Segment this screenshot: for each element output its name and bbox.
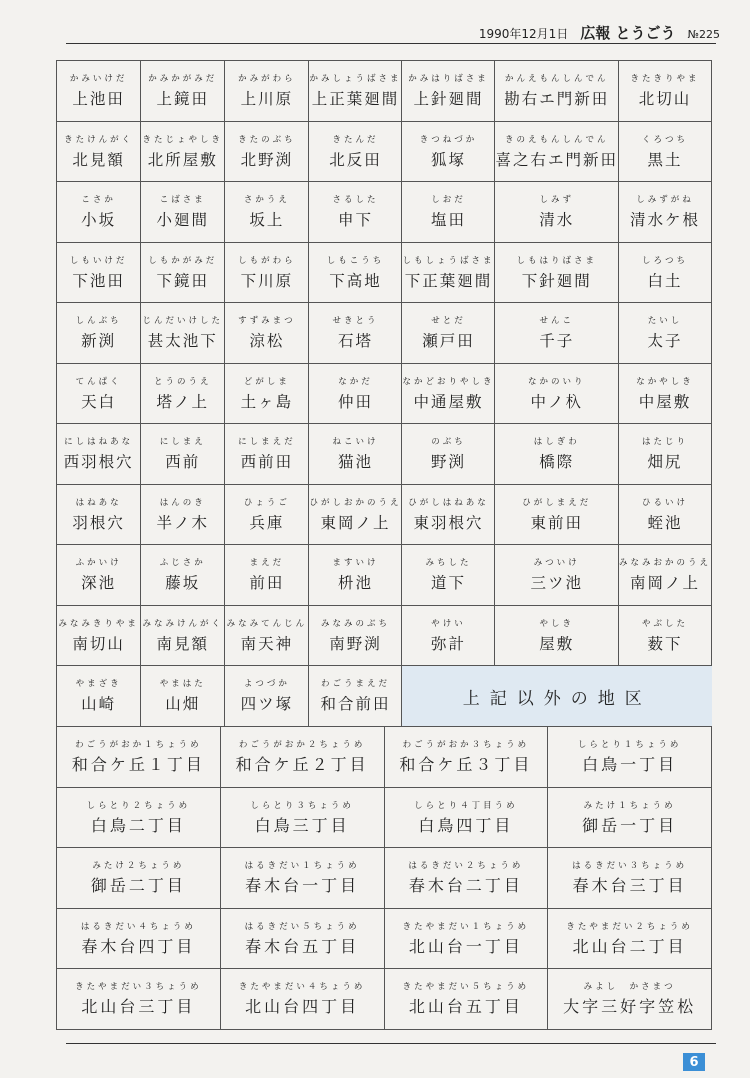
district-cell [225, 182, 309, 243]
district-cell [225, 485, 309, 546]
district-name: 春木台三丁目 [572, 876, 687, 896]
district-reading: せんこ [539, 316, 574, 327]
district-reading: はしぎわ [533, 437, 580, 448]
district-cell [225, 243, 309, 304]
district-name: 御岳一丁目 [582, 815, 678, 835]
district-name: 塔ノ上 [156, 392, 209, 411]
district-cell [225, 424, 309, 485]
district-cell [385, 727, 549, 788]
district-name: 四ツ塚 [240, 695, 294, 714]
district-reading: しろつち [642, 255, 688, 266]
district-cell [548, 969, 712, 1030]
district-reading: せきとう [332, 316, 379, 327]
district-reading: しみずがね [636, 195, 694, 206]
district-cell [57, 485, 141, 546]
district-reading: やしき [539, 618, 574, 629]
page-header [479, 22, 720, 43]
district-cell [57, 122, 141, 183]
district-name: 仲田 [337, 392, 373, 411]
district-name: 千子 [539, 332, 575, 351]
district-cell [402, 424, 495, 485]
district-cell [57, 182, 141, 243]
district-cell [141, 122, 225, 183]
district-cell [225, 606, 309, 667]
district-name: 北山台一丁目 [408, 936, 523, 956]
district-reading: きたんだ [332, 134, 379, 145]
district-reading: しらとり４丁目うめ [414, 800, 518, 811]
district-name: 三ツ池 [530, 574, 583, 593]
district-name: 南切山 [72, 634, 125, 653]
district-reading: はるきだい２ちょうめ [408, 861, 524, 872]
district-name: 蛭池 [647, 513, 683, 532]
district-reading: ひるいけ [641, 497, 688, 508]
issue-number: №225 [687, 28, 720, 41]
district-cell [225, 666, 309, 727]
district-reading: はるきだい３ちょうめ [572, 861, 688, 872]
district-reading: みよし かさまつ [583, 982, 676, 993]
district-name: 申下 [337, 211, 373, 230]
district-name: 猫池 [337, 453, 373, 472]
district-name: 北山台二丁目 [572, 936, 687, 956]
district-cell [141, 424, 225, 485]
district-cell [619, 424, 712, 485]
district-cell [57, 364, 141, 425]
district-reading: どがしま [243, 376, 290, 387]
district-name: 前田 [249, 574, 285, 593]
district-name: 春木台一丁目 [245, 876, 360, 896]
district-cell [309, 243, 402, 304]
district-reading: わごうまえだ [320, 679, 390, 690]
district-cell [309, 424, 402, 485]
district-cell [225, 61, 309, 122]
district-cell [309, 303, 402, 364]
district-name: 西前 [165, 453, 201, 472]
district-name: 瀬戸田 [422, 332, 475, 351]
district-name: 北所屋敷 [147, 150, 218, 169]
district-reading: はるきだい５ちょうめ [244, 921, 360, 932]
district-name: 勘右エ門新田 [504, 90, 610, 109]
district-cell [309, 182, 402, 243]
district-reading: ますいけ [332, 558, 379, 569]
district-reading: よつづか [243, 679, 290, 690]
district-cell [221, 727, 385, 788]
district-name: 上川原 [240, 90, 294, 109]
district-reading: はねあな [75, 497, 122, 508]
district-cell [225, 303, 309, 364]
district-reading: にしはねあな [64, 437, 134, 448]
district-reading: みなみのぶち [320, 618, 390, 629]
district-name: 南天神 [240, 634, 294, 653]
district-reading: やまざき [75, 679, 122, 690]
district-reading: きつねづか [419, 134, 478, 145]
district-name: 和合ケ丘１丁目 [71, 755, 205, 775]
district-cell [57, 909, 221, 970]
district-name: 中ノ杁 [530, 392, 583, 411]
district-cell [221, 909, 385, 970]
district-cell [141, 545, 225, 606]
district-cell [548, 848, 712, 909]
district-reading: みたけ２ちょうめ [92, 861, 185, 872]
district-cell [402, 545, 495, 606]
district-name: 橋際 [539, 453, 575, 472]
district-cell [402, 606, 495, 667]
district-reading: かみがわら [238, 74, 296, 85]
district-name: 屋敷 [539, 634, 575, 653]
district-name: 東岡ノ上 [320, 513, 391, 532]
district-cell [402, 61, 495, 122]
district-name: 山崎 [81, 695, 117, 714]
district-name: 中屋敷 [638, 392, 692, 411]
district-name: 春木台二丁目 [408, 876, 523, 896]
district-reading: きたのぶち [238, 134, 296, 145]
district-cell [385, 788, 549, 849]
district-cell [548, 788, 712, 849]
bottom-rule [66, 1043, 716, 1044]
district-reading: のぶち [431, 437, 466, 448]
district-reading: ふじさか [159, 558, 206, 569]
district-name: 弥計 [430, 634, 466, 653]
district-reading: はたじり [641, 437, 688, 448]
district-reading: しもこうち [326, 255, 385, 266]
district-cell [57, 61, 141, 122]
district-cell [495, 606, 619, 667]
district-reading: ふかいけ [75, 558, 122, 569]
district-reading: なかどおりやしき [402, 376, 495, 387]
district-cell [57, 545, 141, 606]
district-reading: かみいけだ [69, 74, 128, 85]
district-name: 白鳥三丁目 [254, 815, 350, 835]
district-reading: さかうえ [243, 195, 290, 206]
district-name: 清水 [539, 211, 575, 230]
district-reading: なかやしき [636, 376, 694, 387]
district-cell [495, 485, 619, 546]
district-reading: みたけ１ちょうめ [583, 800, 676, 811]
district-cell [309, 364, 402, 425]
district-cell [619, 303, 712, 364]
district-name: 涼松 [249, 332, 285, 351]
district-reading: しもはりばさま [516, 255, 597, 266]
district-name: 半ノ木 [156, 513, 209, 532]
district-reading: かみかがみだ [148, 74, 218, 85]
district-cell [495, 122, 619, 183]
district-cell [495, 303, 619, 364]
district-cell [141, 61, 225, 122]
district-cell [225, 122, 309, 183]
district-cell [495, 424, 619, 485]
district-cell [141, 243, 225, 304]
district-reading: やけい [431, 618, 466, 629]
district-name: 新渕 [81, 332, 117, 351]
district-cell [309, 606, 402, 667]
district-cell [402, 182, 495, 243]
district-cell [57, 848, 221, 909]
district-cell [141, 303, 225, 364]
district-name: 上鏡田 [156, 90, 209, 109]
district-reading: みなみけんがく [142, 618, 223, 629]
district-cell [141, 485, 225, 546]
district-name: 上池田 [72, 90, 125, 109]
district-name: 上針廻間 [413, 90, 484, 109]
district-cell [309, 485, 402, 546]
district-reading: わごうがおか２ちょうめ [238, 740, 366, 751]
district-cell [141, 606, 225, 667]
district-name: 兵庫 [249, 513, 285, 532]
other-districts-label: 上記以外の地区 [402, 666, 712, 727]
district-reading: かみはりばさま [408, 74, 489, 85]
district-name: 薮下 [647, 634, 683, 653]
district-reading: わごうがおか３ちょうめ [402, 740, 530, 751]
district-name: 和合ケ丘３丁目 [399, 755, 533, 775]
district-name: 枡池 [337, 574, 373, 593]
district-reading: にしまえ [159, 437, 206, 448]
district-reading: なかだ [338, 376, 373, 387]
district-cell [548, 909, 712, 970]
district-reading: ひがしまえだ [522, 497, 592, 508]
district-name: 白鳥四丁目 [418, 815, 514, 835]
district-cell [221, 969, 385, 1030]
district-name: 畑尻 [647, 453, 683, 472]
district-reading: みついけ [533, 558, 580, 569]
district-cell [402, 364, 495, 425]
district-name: 太子 [647, 332, 683, 351]
district-name: 喜之右エ門新田 [495, 150, 618, 169]
district-name: 山畑 [165, 695, 201, 714]
district-cell [385, 909, 549, 970]
district-cell [385, 969, 549, 1030]
district-name: 東前田 [530, 513, 583, 532]
district-name: 北野渕 [240, 150, 294, 169]
district-reading: はるきだい４ちょうめ [80, 921, 196, 932]
district-reading: きたやまだい１ちょうめ [402, 921, 530, 932]
district-reading: きたじょやしき [142, 134, 223, 145]
district-cell [221, 848, 385, 909]
district-name: 下針廻間 [521, 271, 592, 290]
district-name: 土ヶ島 [240, 392, 294, 411]
district-reading: みなみおかのうえ [618, 558, 711, 569]
district-cell [57, 303, 141, 364]
district-reading: みなみてんじん [226, 618, 308, 629]
district-cell [548, 727, 712, 788]
district-reading: きたやまだい４ちょうめ [238, 982, 366, 993]
district-cell [57, 606, 141, 667]
district-name: 黒土 [647, 150, 683, 169]
district-name: 春木台四丁目 [81, 936, 196, 956]
district-reading: しらとり２ちょうめ [86, 800, 191, 811]
district-reading: かんえもんしんでん [504, 74, 609, 85]
district-reading: みちした [425, 558, 472, 569]
district-name: 南岡ノ上 [629, 574, 700, 593]
district-reading: こばさま [159, 195, 206, 206]
district-name: 上正葉廻間 [311, 90, 400, 109]
district-reading: やまはた [159, 679, 206, 690]
district-reading: ひょうご [243, 497, 290, 508]
district-reading: しもしょうばさま [402, 255, 495, 266]
district-name: 春木台五丁目 [245, 936, 360, 956]
district-name: 藤坂 [165, 574, 201, 593]
district-name: 南野渕 [329, 634, 382, 653]
district-name: 石塔 [337, 332, 373, 351]
district-name: 和合ケ丘２丁目 [235, 755, 369, 775]
district-reading: しもがわら [238, 255, 296, 266]
district-reading: きたやまだい２ちょうめ [566, 921, 693, 932]
district-reading: ひがしおかのうえ [309, 497, 402, 508]
district-reading: わごうがおか１ちょうめ [75, 740, 202, 751]
district-cell [495, 182, 619, 243]
district-reading: しらとり３ちょうめ [250, 800, 354, 811]
district-cell [619, 545, 712, 606]
top-rule [66, 43, 716, 44]
district-reading: しもいけだ [69, 255, 128, 266]
district-cell [385, 848, 549, 909]
district-reading: きたやまだい５ちょうめ [402, 982, 530, 993]
district-cell [141, 666, 225, 727]
district-reading: やぶした [641, 618, 688, 629]
district-cell [619, 61, 712, 122]
district-reading: ねこいけ [332, 437, 379, 448]
district-cell [402, 122, 495, 183]
district-reading: しおだ [431, 195, 466, 206]
district-reading: しみず [539, 195, 574, 206]
district-cell [57, 727, 221, 788]
district-reading: かみしょうばさま [309, 74, 402, 85]
district-reading: さるした [332, 195, 379, 206]
district-cell [57, 666, 141, 727]
district-name: 道下 [430, 574, 466, 593]
district-reading: きたやまだい３ちょうめ [75, 982, 202, 993]
district-name: 小廻間 [156, 211, 209, 230]
district-reading: きのえもんしんでん [504, 134, 609, 145]
district-name: 清水ケ根 [629, 211, 700, 230]
district-name: 北反田 [329, 150, 382, 169]
district-name: 南見額 [156, 634, 209, 653]
district-name: 北見額 [72, 150, 125, 169]
district-name: 羽根穴 [72, 513, 125, 532]
district-reading: とうのうえ [153, 376, 212, 387]
district-reading: きたけんがく [64, 134, 134, 145]
district-name: 西羽根穴 [63, 453, 134, 472]
district-reading: きたきりやま [630, 74, 700, 85]
district-name: 下鏡田 [156, 271, 209, 290]
district-reading: ひがしはねあな [408, 497, 489, 508]
district-reading: はるきだい１ちょうめ [244, 861, 360, 872]
district-reading: くろつち [642, 134, 688, 145]
district-name: 下川原 [240, 271, 294, 290]
district-cell [619, 182, 712, 243]
district-reading: こさか [81, 195, 116, 206]
district-name: 大字三好字笠松 [563, 997, 697, 1017]
district-name: 北山台四丁目 [245, 997, 360, 1017]
district-cell [402, 485, 495, 546]
district-name: 西前田 [240, 453, 294, 472]
district-reading: すずみまつ [238, 316, 296, 327]
district-cell [309, 61, 402, 122]
district-cell [225, 364, 309, 425]
district-reading: てんぱく [75, 376, 122, 387]
district-cell [402, 303, 495, 364]
district-name: 白鳥二丁目 [90, 815, 186, 835]
district-name: 天白 [81, 392, 117, 411]
district-reading: みなみきりやま [58, 618, 139, 629]
district-cell [619, 606, 712, 667]
district-name: 甚太池下 [147, 332, 218, 351]
district-cell [57, 424, 141, 485]
district-cell [495, 545, 619, 606]
district-cell [495, 243, 619, 304]
district-name: 下池田 [72, 271, 125, 290]
district-cell [619, 485, 712, 546]
page-number: 6 [683, 1053, 705, 1071]
district-cell [221, 788, 385, 849]
district-name: 北山台五丁目 [408, 997, 523, 1017]
district-cell [619, 122, 712, 183]
district-table [56, 60, 712, 727]
issue-date: 1990年12月1日 [478, 27, 569, 41]
district-cell [495, 364, 619, 425]
district-name: 白土 [647, 271, 683, 290]
district-cell [141, 182, 225, 243]
district-name: 下正葉廻間 [404, 271, 493, 290]
district-reading: にしまえだ [238, 437, 296, 448]
district-reading: しらとり１ちょうめ [577, 740, 682, 751]
district-reading: しもかがみだ [148, 255, 218, 266]
district-name: 坂上 [249, 211, 285, 230]
district-cell [57, 788, 221, 849]
district-cell [141, 364, 225, 425]
district-name: 御岳二丁目 [90, 876, 186, 896]
district-cell [309, 545, 402, 606]
district-name: 狐塚 [430, 150, 466, 169]
district-reading: たいし [647, 316, 683, 327]
district-chome-table [56, 726, 712, 1030]
district-cell [225, 545, 309, 606]
district-cell [495, 61, 619, 122]
district-reading: じんだいけした [142, 316, 223, 327]
district-cell [57, 243, 141, 304]
district-name: 和合前田 [320, 695, 391, 714]
district-name: 中通屋敷 [413, 392, 484, 411]
district-name: 塩田 [430, 211, 466, 230]
district-cell [619, 243, 712, 304]
district-cell [619, 364, 712, 425]
district-name: 深池 [81, 574, 117, 593]
district-name: 東羽根穴 [413, 513, 484, 532]
district-cell [309, 122, 402, 183]
district-cell [57, 969, 221, 1030]
district-reading: せとだ [431, 316, 466, 327]
district-name: 北切山 [638, 90, 692, 109]
newsletter-logo: 広報 とうごう [580, 24, 676, 42]
district-reading: なかのいり [527, 376, 586, 387]
district-name: 小坂 [81, 211, 117, 230]
district-reading: まえだ [249, 558, 285, 569]
district-cell [309, 666, 402, 727]
district-name: 北山台三丁目 [81, 997, 196, 1017]
district-name: 下高地 [329, 271, 382, 290]
district-cell [402, 243, 495, 304]
district-name: 白鳥一丁目 [582, 755, 678, 775]
district-reading: はんのき [159, 497, 206, 508]
district-reading: しんぶち [75, 316, 122, 327]
district-name: 野渕 [430, 453, 466, 472]
